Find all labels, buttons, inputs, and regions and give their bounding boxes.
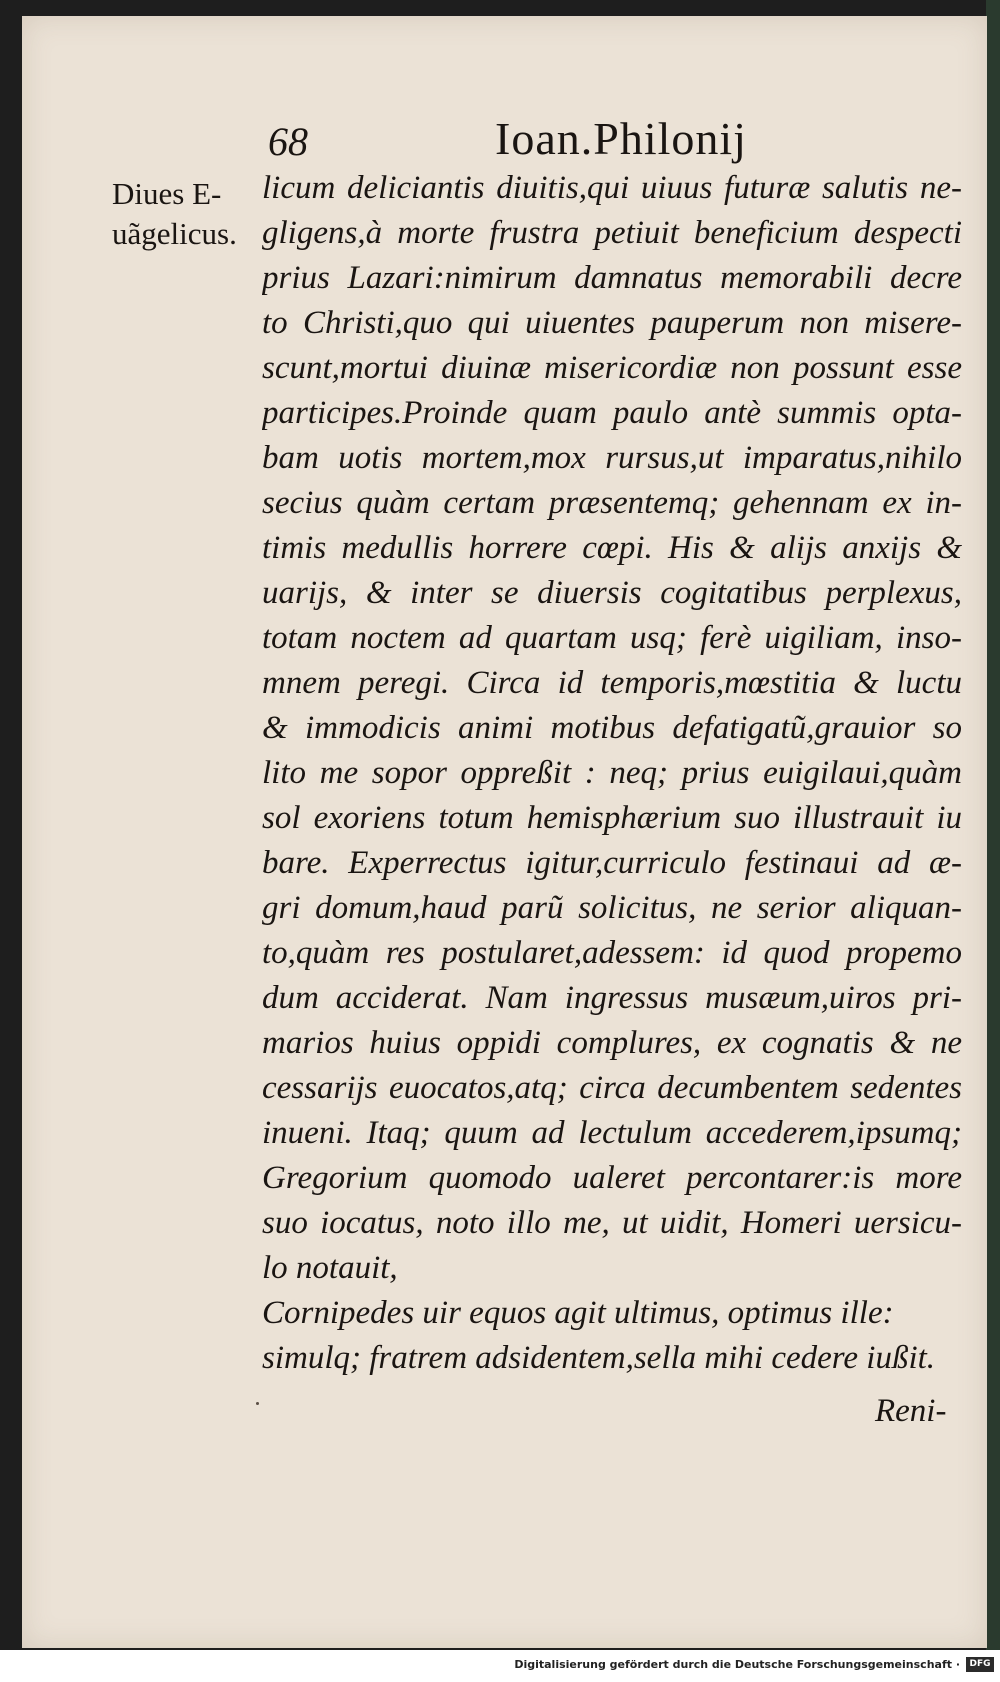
- catchword: Reni-: [875, 1393, 947, 1429]
- text-line: prius Lazari:nimirum damnatus memorabili decre: [262, 260, 962, 296]
- text-line: gligens,à morte frustra petiuit beneficium despecti: [262, 215, 962, 251]
- page-number: 68: [268, 119, 308, 164]
- text-line: licum deliciantis diuitis,qui uiuus futuræ salutis ne-: [262, 170, 962, 206]
- marginal-note: [112, 174, 262, 254]
- text-line: timis medullis horrere cœpi. His & alijs anxijs &: [262, 530, 962, 566]
- page-header: [0, 108, 1000, 168]
- text-line: uarijs, & inter se diuersis cogitatibus perplexus,: [262, 575, 962, 611]
- text-line: secius quàm certam præsentemq; gehennam ex in-: [262, 485, 962, 521]
- text-line: inueni. Itaq; quum ad lectulum accederem,ipsumq;: [262, 1115, 962, 1151]
- marginal-note-line: uãgelicus.: [112, 216, 237, 251]
- text-line: marios huius oppidi complures, ex cognatis & ne: [262, 1025, 962, 1061]
- text-line: lo notauit,: [262, 1250, 398, 1286]
- text-line: to,quàm res postularet,adessem: id quod propemo: [262, 935, 962, 971]
- text-line: Gregorium quomodo ualeret percontarer:is more: [262, 1160, 962, 1196]
- text-line: mnem peregi. Circa id temporis,mœstitia & luctu: [262, 665, 962, 701]
- funding-credit: Digitalisierung gefördert durch die Deutsche Forschungsgemeinschaft ·: [514, 1658, 960, 1671]
- dfg-logo: DFG: [966, 1657, 994, 1672]
- text-line: totam noctem ad quartam usq; ferè uigiliam, inso-: [262, 620, 962, 656]
- book-cover-edge: [986, 0, 1000, 1650]
- text-line: & immodicis animi motibus defatigatũ,grauior so: [262, 710, 962, 746]
- text-line: suo iocatus, noto illo me, ut uidit, Homeri uersicu-: [262, 1205, 962, 1241]
- text-line: bam uotis mortem,mox rursus,ut imparatus,nihilo: [262, 440, 962, 476]
- text-line: scunt,mortui diuinæ misericordiæ non possunt esse: [262, 350, 962, 386]
- running-head: Ioan.Philonij: [495, 113, 747, 164]
- text-line: simulq; fratrem adsidentem,sella mihi cedere iußit.: [262, 1340, 936, 1376]
- text-line: gri domum,haud parũ solicitus, ne serior aliquan-: [262, 890, 962, 926]
- text-line: dum acciderat. Nam ingressus musæum,uiros pri-: [262, 980, 962, 1016]
- ink-speck: [256, 1402, 259, 1405]
- body-text: [262, 166, 962, 1381]
- text-line: bare. Experrectus igitur,curriculo festinaui ad æ-: [262, 845, 962, 881]
- footer-bar: [0, 1650, 1000, 1682]
- text-line: participes.Proinde quam paulo antè summis opta-: [262, 395, 962, 431]
- text-line: cessarijs euocatos,atq; circa decumbentem sedentes: [262, 1070, 962, 1106]
- verse-line: Cornipedes uir equos agit ultimus, optimus ille:: [262, 1295, 894, 1331]
- text-line: sol exoriens totum hemisphærium suo illustrauit iu: [262, 800, 962, 836]
- marginal-note-line: Diues E-: [112, 176, 222, 211]
- text-line: to Christi,quo qui uiuentes pauperum non misere-: [262, 305, 962, 341]
- text-line: lito me sopor oppreßit : neq; prius euigilaui,quàm: [262, 755, 962, 791]
